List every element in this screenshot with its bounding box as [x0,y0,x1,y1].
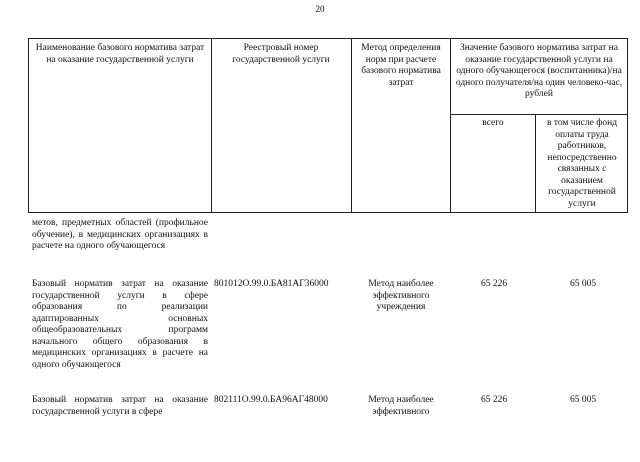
header-divider-3 [450,38,451,213]
row-1-registry: 801012О.99.0.БА81АГ36000 [214,279,329,289]
header-subdivider [450,114,628,115]
row-2-method: Метод наиболее эффективного [368,395,434,417]
row-1-total: 65 226 [480,279,508,289]
row-2-name: Базовый норматив затрат на оказание государственной услуги в сфере [32,395,208,417]
header-col-fot: в том числе фонд оплаты труда работников, непосредственно связанных с оказанием государственной услуги [546,118,618,209]
row-1-fot: 65 005 [569,279,597,289]
row-2-total: 65 226 [480,395,508,405]
header-col-method: Метод определения норм при расчете базового норматива затрат [361,43,441,88]
header-divider-1 [211,38,212,213]
row-2-registry: 802111О.99.0.БА96АГ48000 [214,395,328,405]
header-divider-2 [351,38,352,213]
continuation-text: метов, предметных областей (профильное обучение), в медицинских организациях в расчете на одного обучающегося [32,218,208,251]
header-col-registry: Реестровый номер государственной услуги [232,43,330,65]
header-col-total: всего [482,118,504,128]
page-number: 20 [315,4,325,14]
row-1-name: Базовый норматив затрат на оказание государственной услуги в сфере образования по реализации адаптированных основных общеобразовательных программ начального общего образования в медицинских организациях в расчете на одного обучающегося [32,279,208,370]
header-col-value: Значение базового норматива затрат на оказание государственной услуги на одного обучающегося (воспитанника)/на одного получателя/на один человеко-час, рублей [455,43,623,99]
header-divider-4 [535,114,536,213]
header-col-name: Наименование базового норматива затрат на оказание государственной услуги [35,43,205,65]
row-2-fot: 65 005 [569,395,597,405]
row-1-method: Метод наиболее эффективного учреждения [368,279,434,312]
